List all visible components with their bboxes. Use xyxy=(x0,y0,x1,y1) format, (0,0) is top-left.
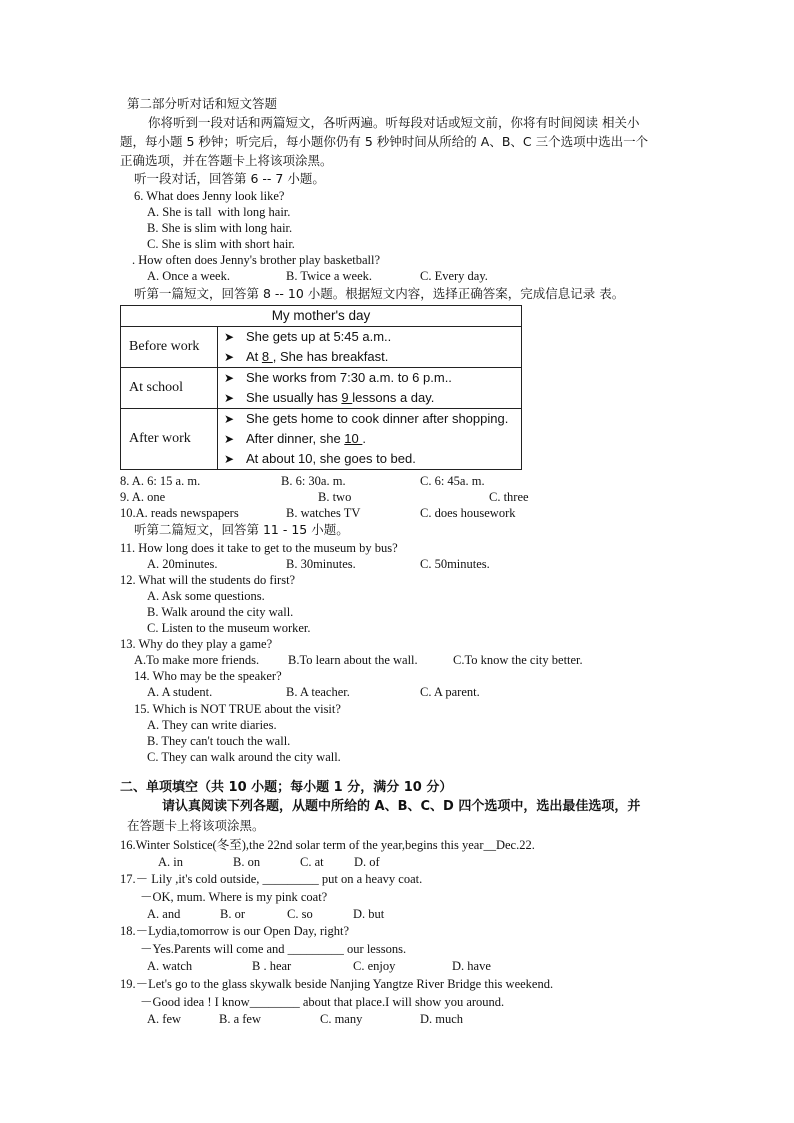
option: B. Twice a week. xyxy=(286,269,373,283)
table-item: ➤ At 8 , She has breakfast. xyxy=(218,347,521,367)
table-item: ➤ After dinner, she 10 . xyxy=(218,429,521,449)
table-item: ➤ At about 10, she goes to bed. xyxy=(218,449,521,469)
arrow-icon: ➤ xyxy=(224,350,235,364)
row-label-before-work: Before work xyxy=(121,327,218,368)
option: 10.A. reads newspapers xyxy=(120,506,239,520)
option: B.To learn about the wall. xyxy=(288,653,418,667)
option: B. A teacher. xyxy=(286,685,350,699)
option: D. but xyxy=(353,907,385,921)
option: B. on xyxy=(233,855,261,869)
passage2-intro: 听第二篇短文，回答第 11 - 15 小题。 xyxy=(134,522,349,537)
section2-instruction: 在答题卡上将该项涂黑。 xyxy=(127,818,265,833)
option: C. does housework xyxy=(420,506,516,520)
arrow-icon: ➤ xyxy=(224,330,235,344)
option: C. Listen to the museum worker. xyxy=(147,621,311,635)
question-stem: 15. Which is NOT TRUE about the visit? xyxy=(134,702,341,716)
question-stem: －OK, mum. Where is my pink coat? xyxy=(140,890,328,904)
table-item: ➤ She gets home to cook dinner after shopping. xyxy=(218,409,521,429)
option: A. Ask some questions. xyxy=(147,589,265,603)
option: A.To make more friends. xyxy=(134,653,260,667)
option: D. much xyxy=(420,1012,464,1026)
question-stem: . How often does Jenny's brother play basketball? xyxy=(132,253,381,267)
before-work-items xyxy=(218,327,522,368)
option: D. of xyxy=(354,855,380,869)
option: B. a few xyxy=(219,1012,261,1026)
option: C. 50minutes. xyxy=(420,557,490,571)
arrow-icon: ➤ xyxy=(224,452,235,466)
question-stem: 13. Why do they play a game? xyxy=(120,637,273,651)
option: A. in xyxy=(158,855,183,869)
option: B. 30minutes. xyxy=(286,557,356,571)
option: A. watch xyxy=(147,959,193,973)
part2-heading: 第二部分听对话和短文答题 xyxy=(127,96,278,111)
option: C. 6: 45a. m. xyxy=(420,474,485,488)
row-label-after-work: After work xyxy=(121,409,218,470)
part2-instruction: 你将听到一段对话和两篇短文，各听两遍。听每段对话或短文前，你将有时间阅读 相关小 xyxy=(148,115,640,130)
option: C. many xyxy=(320,1012,363,1026)
section2-instruction: 请认真阅读下列各题，从题中所给的 A、B、C、D 四个选项中，选出最佳选项，并 xyxy=(162,799,641,814)
option: C. Every day. xyxy=(420,269,488,283)
section2-heading: 二、单项填空（共 10 小题；每小题 1 分，满分 10 分） xyxy=(120,780,453,795)
arrow-icon: ➤ xyxy=(224,371,235,385)
option: B. watches TV xyxy=(286,506,361,520)
option: 9. A. one xyxy=(120,490,166,504)
info-record-table xyxy=(120,305,522,470)
arrow-icon: ➤ xyxy=(224,432,235,446)
arrow-icon: ➤ xyxy=(224,412,235,426)
option: A. She is tall with long hair. xyxy=(147,205,291,219)
blank-10: 10 xyxy=(344,431,363,446)
question-stem: 12. What will the students do first? xyxy=(120,573,296,587)
option: A. Once a week. xyxy=(147,269,230,283)
question-stem: 6. What does Jenny look like? xyxy=(134,189,285,203)
question-stem: 11. How long does it take to get to the museum by bus? xyxy=(120,541,398,555)
option: B. She is slim with long hair. xyxy=(147,221,293,235)
option: B. or xyxy=(220,907,245,921)
blank-8: 8 xyxy=(261,349,273,364)
option: C. three xyxy=(489,490,529,504)
question-stem: 19.－Let's go to the glass skywalk beside Nanjing Yangtze River Bridge this weekend. xyxy=(120,977,554,991)
passage1-intro: 听第一篇短文，回答第 8 -- 10 小题。根据短文内容，选择正确答案，完成信息记录 表。 xyxy=(134,286,625,301)
option: A. 20minutes. xyxy=(147,557,218,571)
option: D. have xyxy=(452,959,491,973)
question-stem: －Good idea ! I know________ about that place.I will show you around. xyxy=(140,995,505,1009)
option: C. so xyxy=(287,907,313,921)
option: C. enjoy xyxy=(353,959,396,973)
option: A. A student. xyxy=(147,685,213,699)
option: C. They can walk around the city wall. xyxy=(147,750,341,764)
option: B . hear xyxy=(252,959,292,973)
option: C.To know the city better. xyxy=(453,653,583,667)
question-stem: 14. Who may be the speaker? xyxy=(134,669,282,683)
part2-instruction: 题，每小题 5 秒钟；听完后，每小题你仍有 5 秒钟时间从所给的 A、B、C 三个选项中选出一个 xyxy=(120,134,649,149)
table-item: ➤ She gets up at 5:45 a.m.. xyxy=(218,327,521,347)
option: C. at xyxy=(300,855,324,869)
question-stem: 18.－Lydia,tomorrow is our Open Day, right? xyxy=(120,924,350,938)
table-title: My mother's day xyxy=(121,306,522,327)
option: A. few xyxy=(147,1012,182,1026)
option: A. and xyxy=(147,907,181,921)
option: B. 6: 30a. m. xyxy=(281,474,346,488)
table-item: ➤ She usually has 9 lessons a day. xyxy=(218,388,521,408)
option: A. They can write diaries. xyxy=(147,718,277,732)
question-stem: －Yes.Parents will come and _________ our lessons. xyxy=(140,942,407,956)
at-school-items xyxy=(218,368,522,409)
blank-9: 9 xyxy=(341,390,353,405)
table-item: ➤ She works from 7:30 a.m. to 6 p.m.. xyxy=(218,368,521,388)
part2-instruction: 正确选项，并在答题卡上将该项涂黑。 xyxy=(120,153,333,168)
option: 8. A. 6: 15 a. m. xyxy=(120,474,201,488)
dialog-intro: 听一段对话，回答第 6 -- 7 小题。 xyxy=(134,171,325,186)
option: B. Walk around the city wall. xyxy=(147,605,294,619)
option: B. two xyxy=(318,490,352,504)
option: B. They can't touch the wall. xyxy=(147,734,291,748)
question-stem: 16.Winter Solstice(冬至),the 22nd solar term of the year,begins this year__Dec.22. xyxy=(120,838,535,852)
arrow-icon: ➤ xyxy=(224,391,235,405)
row-label-at-school: At school xyxy=(121,368,218,409)
option: C. A parent. xyxy=(420,685,480,699)
option: C. She is slim with short hair. xyxy=(147,237,295,251)
after-work-items xyxy=(218,409,522,470)
question-stem: 17.－ Lily ,it's cold outside, _________ put on a heavy coat. xyxy=(120,872,423,886)
